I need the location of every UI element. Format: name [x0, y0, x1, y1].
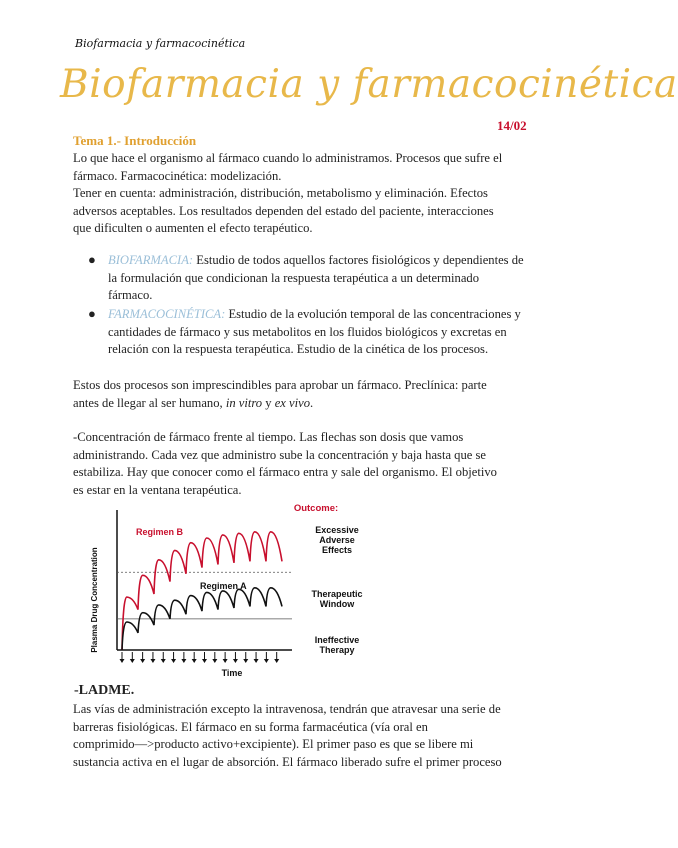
- ladme-paragraph: [73, 701, 528, 771]
- text-line: fármaco. Farmacocinética: modelización.: [73, 168, 282, 183]
- dose-arrow-head: [161, 659, 166, 663]
- section-heading: Tema 1.- Introducción: [73, 133, 197, 148]
- dose-arrow-head: [130, 659, 135, 663]
- y-axis-label: Plasma Drug Concentration: [90, 547, 99, 653]
- text-line: Lo que hace el organismo al fármaco cuando lo administramos. Procesos que sufre el: [73, 151, 503, 165]
- bullet-text: Estudio de todos aquellos factores fisiológicos y dependientes de: [193, 253, 524, 267]
- zone-label-line: Ineffective: [314, 635, 360, 645]
- text-span: .: [310, 395, 314, 410]
- italic-term: in vitro: [225, 395, 263, 410]
- dose-arrow-head: [192, 659, 197, 663]
- text-line: Tener en cuenta: administración, distribución, metabolismo y eliminación. Efectos: [73, 186, 488, 200]
- outcome-header: Outcome:: [293, 503, 339, 514]
- zone-label-line: Effects: [321, 545, 353, 555]
- dose-arrow-head: [233, 659, 238, 663]
- text-line: Estos dos procesos son imprescindibles para aprobar un fármaco. Preclínica: parte: [73, 378, 487, 392]
- intro-paragraph: [73, 150, 528, 238]
- zone-label-line: Therapy: [319, 645, 355, 655]
- dose-arrow-head: [274, 659, 279, 663]
- x-axis-label: Time: [221, 668, 243, 678]
- text-line: administrando. Cada vez que administro sube la concentración y baja hasta que se: [73, 447, 487, 462]
- bullet-dot: ●: [88, 252, 96, 267]
- bullet-line: [108, 252, 528, 270]
- zone-label-line: Excessive: [315, 525, 359, 535]
- text-line: [73, 395, 528, 413]
- dose-arrow-head: [254, 659, 259, 663]
- zone-label-line: Window: [319, 599, 355, 609]
- bullet-line: fármaco.: [108, 288, 153, 302]
- text-line: -Concentración de fármaco frente al tiempo. Las flechas son dosis que vamos: [73, 430, 464, 444]
- bullet-item-farmacocinetica: [108, 306, 528, 359]
- dose-arrow-head: [223, 659, 228, 663]
- dose-arrow-head: [171, 659, 176, 663]
- zone-label-line: Therapeutic: [311, 589, 363, 599]
- series-label-regimen-b: Regimen B: [136, 527, 184, 537]
- italic-term: ex vivo: [274, 395, 310, 410]
- series-label-regimen-a: Regimen A: [200, 581, 247, 591]
- main-title: Biofarmacia y farmacocinética: [60, 62, 678, 107]
- bullet-line: la formulación que condicionan la respuesta terapéutica a un determinado: [108, 270, 480, 285]
- text-line: comprimido—>producto activo+excipiente). El primer paso es que se libere mi: [73, 737, 474, 751]
- dose-arrow-head: [264, 659, 269, 663]
- ladme-heading: -LADME.: [74, 683, 135, 698]
- dose-arrow-head: [140, 659, 145, 663]
- concentration-time-chart: [82, 498, 382, 683]
- header-small-title: Biofarmacia y farmacocinética: [75, 37, 246, 50]
- concentration-paragraph: [73, 429, 528, 499]
- bullet-line: cantidades de fármaco y sus metabolitos en los fluidos biológicos y excretas en: [108, 324, 507, 339]
- bullet-dot: ●: [88, 306, 96, 321]
- bullet-line: [108, 306, 528, 324]
- preclinica-paragraph: [73, 377, 528, 412]
- dose-arrow-head: [202, 659, 207, 663]
- text-span: antes de llegar al ser humano,: [73, 395, 226, 410]
- bullet-item-biofarmacia: [108, 252, 528, 305]
- text-span: y: [262, 395, 275, 410]
- bullet-text: Estudio de la evolución temporal de las concentraciones y: [225, 307, 521, 321]
- text-line: Las vías de administración excepto la intravenosa, tendrán que atravesar una serie de: [73, 702, 501, 716]
- bullet-line: relación con la respuesta terapéutica. Estudio de la cinética de los procesos.: [108, 342, 489, 356]
- keyword: FARMACOCINÉTICA:: [108, 307, 226, 321]
- date-label: 14/02: [497, 118, 527, 133]
- dose-arrow-head: [150, 659, 155, 663]
- text-line: sustancia activa en el lugar de absorción. El fármaco liberado sufre el primer proceso: [73, 754, 502, 769]
- dose-arrow-head: [212, 659, 217, 663]
- text-line: que dificulten o aumenten el efecto terapéutico.: [73, 221, 313, 235]
- keyword: BIOFARMACIA:: [108, 253, 194, 267]
- text-line: es estar en la ventana terapéutica.: [73, 482, 242, 497]
- dose-arrow-head: [120, 659, 125, 663]
- text-line: barreras fisiológicas. El fármaco en su forma farmacéutica (vía oral en: [73, 719, 428, 734]
- text-line: adversos aceptables. Los resultados dependen del estado del paciente, interacciones: [73, 203, 494, 218]
- dose-arrow-head: [181, 659, 186, 663]
- dose-arrow-head: [243, 659, 248, 663]
- text-line: estabiliza. Hay que conocer como el fármaco entra y sale del organismo. El objetivo: [73, 465, 497, 479]
- zone-label-line: Adverse: [319, 535, 355, 545]
